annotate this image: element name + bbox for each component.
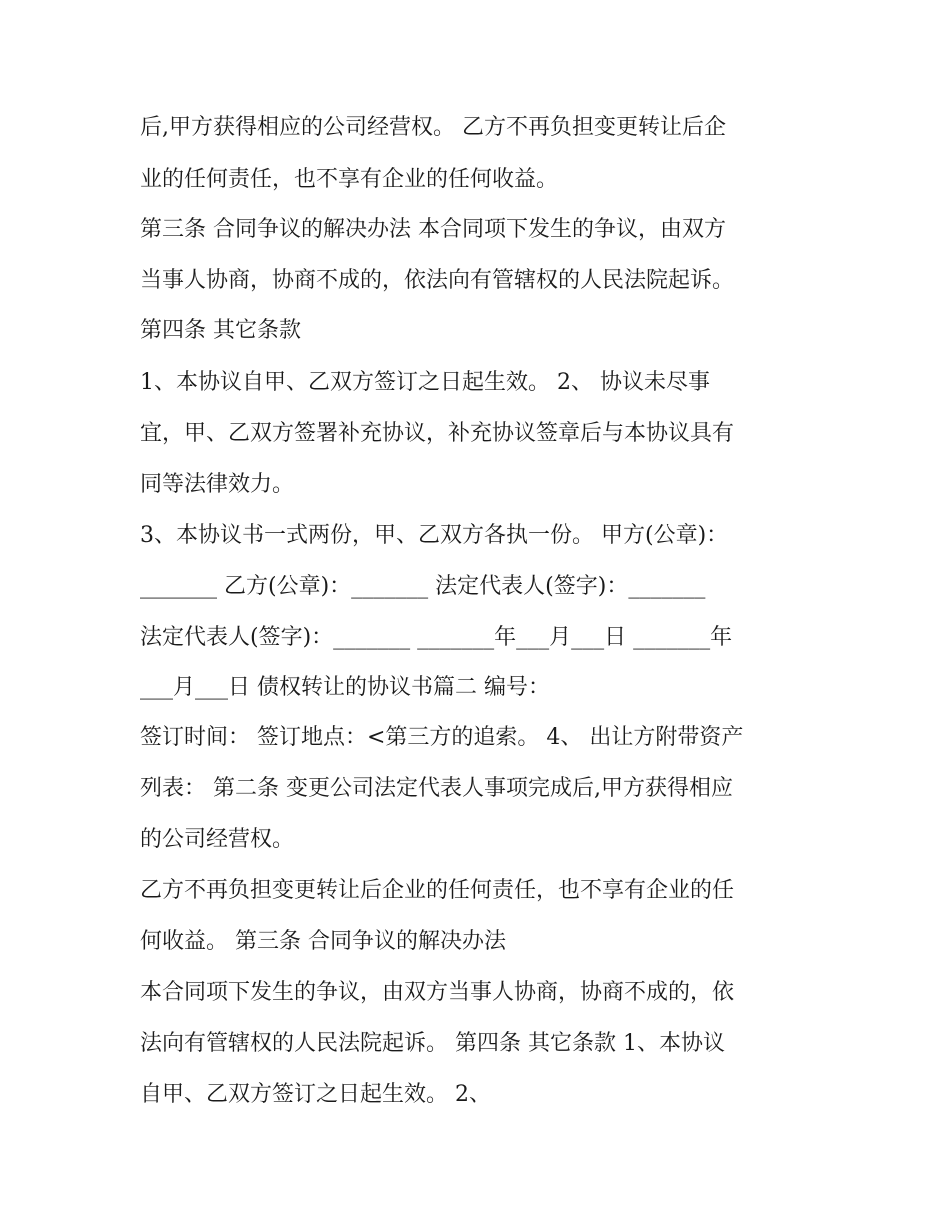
text-line: 签订时间： 签订地点：<第三方的追索。 4、 出让方附带资产 [140,725,744,750]
text-line: 第三条 合同争议的解决办法 本合同项下发生的争议，由双方 [140,217,726,242]
text-line: 的公司经营权。 [140,827,295,852]
text-line: _______ 乙方(公章)：_______ 法定代表人(签字)：_______ [140,574,706,599]
text-line: 1、本协议自甲、乙双方签订之日起生效。 2、 协议未尽事 [140,370,710,395]
text-line: 法定代表人(签字)：_______ _______年___月___日 _______年 [140,625,733,650]
text-line: 宜，甲、乙双方签署补充协议，补充协议签章后与本协议具有 [140,421,735,446]
text-line: 乙方不再负担变更转让后企业的任何责任，也不享有企业的任 [140,878,735,903]
text-line: 第四条 其它条款 [140,318,301,343]
text-line: 3、本协议书一式两份，甲、乙双方各执一份。 甲方(公章)： [140,523,729,548]
text-line: 同等法律效力。 [140,472,295,497]
text-line: 当事人协商，协商不成的，依法向有管辖权的人民法院起诉。 [140,268,735,293]
text-line: 何收益。 第三条 合同争议的解决办法 [140,929,506,954]
text-line: ___月___日 债权转让的协议书篇二 编号： [140,675,550,700]
text-line: 本合同项下发生的争议，由双方当事人协商，协商不成的，依 [140,980,735,1005]
text-line: 自甲、乙双方签订之日起生效。 2、 [140,1082,491,1107]
text-line: 列表： 第二条 变更公司法定代表人事项完成后,甲方获得相应 [140,776,733,801]
text-line: 业的任何责任，也不享有企业的任何收益。 [140,167,559,192]
text-line: 法向有管辖权的人民法院起诉。 第四条 其它条款 1、本协议 [140,1031,725,1056]
text-line: 后,甲方获得相应的公司经营权。 乙方不再负担变更转让后企 [140,115,726,140]
